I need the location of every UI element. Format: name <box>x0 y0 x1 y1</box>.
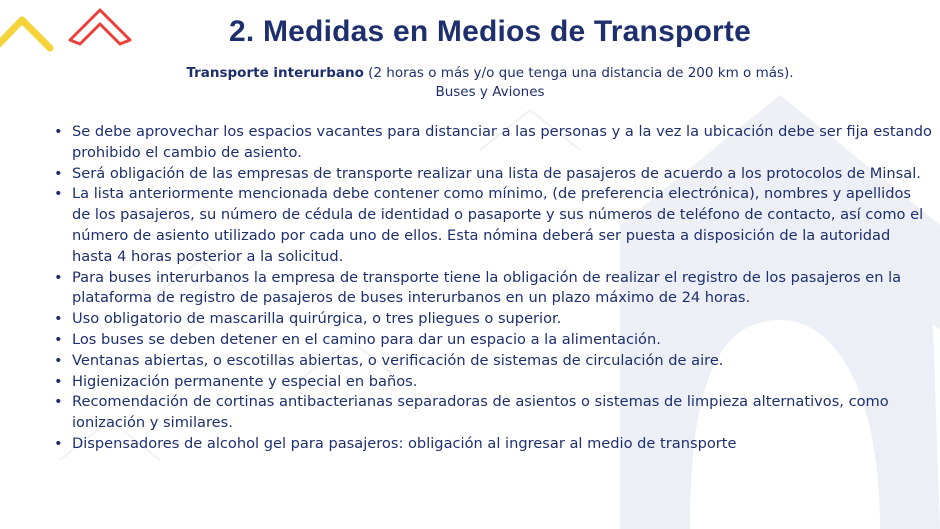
slide-subtitle-secondary: Buses y Aviones <box>435 84 545 100</box>
bullet-icon: • <box>54 372 63 390</box>
list-item <box>52 164 932 185</box>
list-item-text: Ventanas abiertas, o escotillas abiertas, o verificación de sistemas de circulación de aire. <box>72 351 724 369</box>
bullet-icon: • <box>54 351 63 369</box>
list-item <box>52 434 932 455</box>
bullet-icon: • <box>54 330 63 348</box>
subtitle-rest-label: (2 horas o más y/o que tenga una distancia de 200 km o más). <box>363 65 794 81</box>
bullet-icon: • <box>54 123 63 140</box>
list-item <box>52 122 932 164</box>
list-item-text: Los buses se deben detener en el camino para dar un espacio a la alimentación. <box>72 330 661 348</box>
list-item <box>52 351 932 372</box>
list-item <box>52 330 932 351</box>
bullet-icon: • <box>54 268 63 286</box>
list-item-text: Recomendación de cortinas antibacterianas separadoras de asientos o sistemas de limpieza alternativos, como ionización y similares. <box>72 393 889 432</box>
list-item <box>52 309 932 330</box>
list-item <box>52 392 932 434</box>
subtitle-bold-label: Transporte interurbano <box>186 65 364 81</box>
list-item <box>52 372 932 393</box>
list-item <box>52 268 932 310</box>
measures-list <box>52 122 932 455</box>
slide-subtitle <box>80 64 900 83</box>
bullet-icon: • <box>54 310 63 328</box>
list-item-text: La lista anteriormente mencionada debe contener como mínimo, (de preferencia electrónica), nombres y apellidos de los pasajeros, su número de cédula de identidad o pasaporte y sus números de teléfono de contacto, así como el número de asiento utilizado por cada uno de ellos. Esta nómina deberá ser puesta a disposición de la autoridad hasta 4 horas posterior a la solicitud. <box>72 185 924 265</box>
slide-title: 2. Medidas en Medios de Transporte <box>229 15 751 48</box>
list-item-text: Se debe aprovechar los espacios vacantes para distanciar a las personas y a la vez la ubicación debe ser fija estando prohibido el cambio de asiento. <box>72 123 932 161</box>
list-item-text: Para buses interurbanos la empresa de transporte tiene la obligación de realizar el registro de los pasajeros en la plataforma de registro de pasajeros de buses interurbanos en un plazo máximo de 24 horas. <box>72 268 902 307</box>
list-item-text: Uso obligatorio de mascarilla quirúrgica, o tres pliegues o superior. <box>72 310 562 328</box>
list-item-text: Higienización permanente y especial en baños. <box>72 372 418 390</box>
list-item-text: Dispensadores de alcohol gel para pasajeros: obligación al ingresar al medio de transporte <box>72 434 737 452</box>
bullet-icon: • <box>54 185 63 203</box>
bullet-icon: • <box>54 434 63 452</box>
bullet-icon: • <box>54 393 63 411</box>
list-item-text: Será obligación de las empresas de transporte realizar una lista de pasajeros de acuerdo a los protocolos de Minsal. <box>72 164 921 182</box>
list-item <box>52 184 932 267</box>
bullet-icon: • <box>54 164 63 182</box>
